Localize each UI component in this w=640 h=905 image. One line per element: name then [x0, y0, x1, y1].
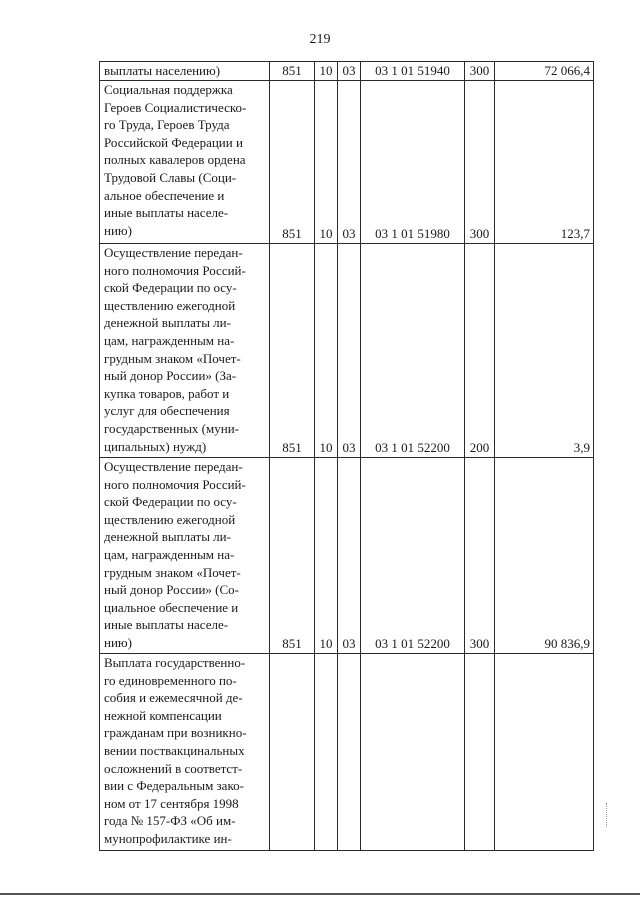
expense-type-code: 300: [465, 62, 495, 81]
table-row: [100, 62, 594, 81]
subsection-code: 03: [338, 458, 361, 654]
scan-margin-marks: [606, 803, 609, 827]
ministry-code: 851: [270, 81, 315, 244]
subsection-code: [338, 654, 361, 851]
expense-type-code: 300: [465, 81, 495, 244]
section-code: 10: [315, 244, 338, 458]
target-article-code: 03 1 01 51940: [361, 62, 465, 81]
scan-bottom-edge: [0, 893, 640, 895]
expense-type-code: [465, 654, 495, 851]
ministry-code: [270, 654, 315, 851]
subsection-code: 03: [338, 81, 361, 244]
row-description: Осуществление передан- ного полномочия Россий- ской Федерации по осу- ществлению ежегодной денежной выплаты ли- цам, награжденным на- грудным знаком «Почет- ный донор России» (Со- циальное обеспечение и иные выплаты населе- нию): [100, 458, 270, 654]
page-number: 219: [309, 32, 331, 47]
row-description: выплаты населению): [100, 62, 270, 81]
budget-table: [99, 61, 594, 851]
target-article-code: 03 1 01 51980: [361, 81, 465, 244]
subsection-code: 03: [338, 62, 361, 81]
table-row: [100, 244, 594, 458]
amount: 90 836,9: [495, 458, 594, 654]
ministry-code: 851: [270, 458, 315, 654]
amount: 72 066,4: [495, 62, 594, 81]
section-code: 10: [315, 458, 338, 654]
table-row: [100, 81, 594, 244]
row-description: Социальная поддержка Героев Социалистическо- го Труда, Героев Труда Российской Федерации и полных кавалеров ордена Трудовой Славы (Соци- альное обеспечение и иные выплаты населе- нию): [100, 81, 270, 244]
ministry-code: 851: [270, 244, 315, 458]
section-code: [315, 654, 338, 851]
table-row: [100, 654, 594, 851]
amount: 123,7: [495, 81, 594, 244]
row-description: Выплата государственно- го единовременного по- собия и ежемесячной де- нежной компенсации гражданам при возникно- вении поствакцинальных осложнений в соответст- вии с Федеральным зако- ном от 17 сентября 1998 года № 157-ФЗ «Об им- мунопрофилактике ин-: [100, 654, 270, 851]
amount: 3,9: [495, 244, 594, 458]
expense-type-code: 200: [465, 244, 495, 458]
section-code: 10: [315, 62, 338, 81]
ministry-code: 851: [270, 62, 315, 81]
target-article-code: 03 1 01 52200: [361, 244, 465, 458]
target-article-code: 03 1 01 52200: [361, 458, 465, 654]
table-row: [100, 458, 594, 654]
row-description: Осуществление передан- ного полномочия Россий- ской Федерации по осу- ществлению ежегодной денежной выплаты ли- цам, награжденным на- грудным знаком «Почет- ный донор России» (За- купка товаров, работ и услуг для обеспечения государственных (муни- ципальных) нужд): [100, 244, 270, 458]
expense-type-code: 300: [465, 458, 495, 654]
section-code: 10: [315, 81, 338, 244]
target-article-code: [361, 654, 465, 851]
amount: [495, 654, 594, 851]
subsection-code: 03: [338, 244, 361, 458]
